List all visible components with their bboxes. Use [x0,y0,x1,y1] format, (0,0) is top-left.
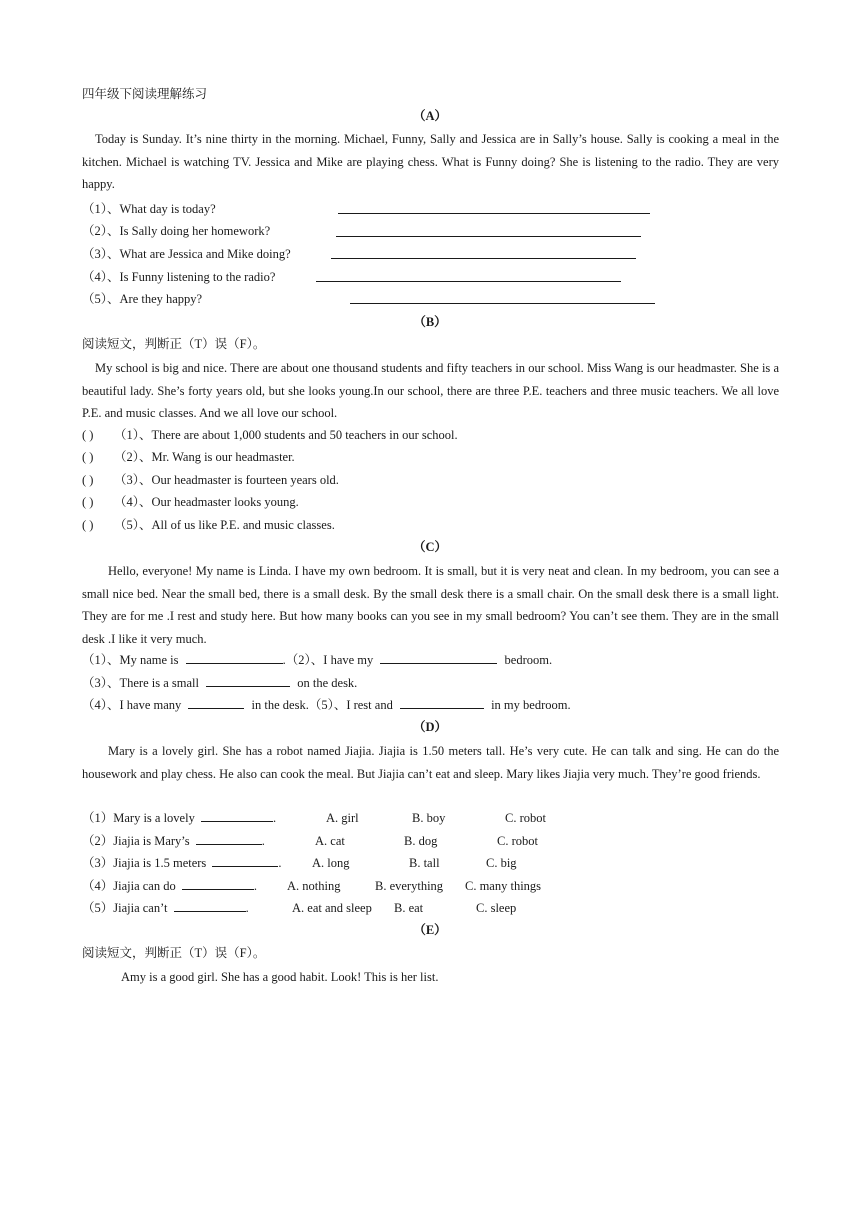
question-text: .（2）、I have my [282,653,374,667]
tf-answer-paren[interactable]: ( ) [82,428,94,442]
question-text: on the desk. [297,676,358,690]
mc-option-a[interactable]: A. cat [315,834,345,848]
mc-stem: （3）Jiajia is 1.5 meters [82,856,207,870]
mc-option-c[interactable]: C. big [486,856,517,870]
tf-answer-paren[interactable]: ( ) [82,473,94,487]
blank[interactable] [188,697,244,709]
blank[interactable] [206,675,290,687]
blank[interactable] [212,855,278,867]
section-a-heading: （A） [412,109,448,123]
answer-line[interactable] [331,258,636,259]
mc-option-c[interactable]: C. robot [505,811,546,825]
section-b-instruction: 阅读短文，判断正（T）误（F）。 [82,337,266,351]
mc-option-c[interactable]: C. sleep [476,901,517,915]
answer-line[interactable] [336,236,641,237]
mc-question [82,900,249,916]
question-text: （1）、My name is [82,653,179,667]
mc-stem-end: . [245,901,249,915]
section-b-heading: （B） [413,315,447,329]
section-c-question-row [82,652,552,668]
section-a-question: （4）、Is Funny listening to the radio? [82,270,276,284]
answer-line[interactable] [338,213,650,214]
tf-answer-paren[interactable]: ( ) [82,495,94,509]
section-c-passage: Hello, everyone! My name is Linda. I have my own bedroom. It is small, but it is very neat and clean. In my bedroom, you can see a small nice bed. Near the small bed, there is a small desk. By the small desk there is a small chair. On the small desk there is a small light. They are for me .I rest and study here. But how many books can you see in my small bedroom? You can’t see them. They are in the small desk .I like it very much. [82,564,779,647]
mc-option-a[interactable]: A. girl [326,811,359,825]
section-a-question: （5）、Are they happy? [82,292,203,306]
section-a-question: （1）、What day is today? [82,202,216,216]
section-d-heading: （D） [412,720,448,734]
mc-stem: （1）Mary is a lovely [82,811,195,825]
tf-answer-paren[interactable]: ( ) [82,450,94,464]
section-e-instruction: 阅读短文，判断正（T）误（F）。 [82,946,266,960]
blank[interactable] [196,833,262,845]
mc-option-c[interactable]: C. robot [497,834,538,848]
mc-stem-end: . [253,879,257,893]
mc-option-a[interactable]: A. long [312,856,350,870]
mc-question [82,855,282,871]
mc-question [82,833,265,849]
blank[interactable] [380,652,497,664]
tf-statement: （5）、All of us like P.E. and music classes. [114,518,335,532]
mc-stem-end: . [278,856,282,870]
mc-option-a[interactable]: A. eat and sleep [292,901,372,915]
tf-statement: （1）、There are about 1,000 students and 50 teachers in our school. [114,428,458,442]
blank[interactable] [186,652,283,664]
mc-option-b[interactable]: B. eat [394,901,424,915]
mc-option-c[interactable]: C. many things [465,879,542,893]
section-a-passage: Today is Sunday. It’s nine thirty in the morning. Michael, Funny, Sally and Jessica are in Sally’s house. Sally is cooking a meal in the kitchen. Michael is watching TV. Jessica and Mike are playing chess. What is Funny doing? She is listening to the radio. They are very happy. [82,132,779,192]
section-c-question-row [82,697,571,713]
mc-question [82,810,276,826]
section-c-heading: （C） [412,540,448,554]
blank[interactable] [201,810,273,822]
tf-answer-paren[interactable]: ( ) [82,518,94,532]
mc-stem-end: . [272,811,277,825]
page-title: 四年级下阅读理解练习 [82,87,208,101]
section-e-heading: （E） [413,923,447,937]
question-text: （4）、I have many [82,698,182,712]
question-text: （3）、There is a small [82,676,199,690]
mc-stem: （5）Jiajia can’t [82,901,168,915]
section-c-question-row [82,675,357,691]
mc-option-b[interactable]: B. everything [375,879,444,893]
mc-option-b[interactable]: B. boy [412,811,446,825]
mc-option-b[interactable]: B. tall [409,856,440,870]
question-text: bedroom. [504,653,553,667]
mc-question [82,878,257,894]
section-a-question: （2）、Is Sally doing her homework? [82,224,271,238]
tf-statement: （2）、Mr. Wang is our headmaster. [114,450,295,464]
tf-statement: （3）、Our headmaster is fourteen years old. [114,473,339,487]
mc-option-b[interactable]: B. dog [404,834,438,848]
tf-statement: （4）、Our headmaster looks young. [114,495,299,509]
blank[interactable] [182,878,254,890]
question-text: in my bedroom. [491,698,571,712]
blank[interactable] [400,697,484,709]
answer-line[interactable] [350,303,655,304]
question-text: in the desk.（5）、I rest and [251,698,393,712]
section-a-question: （3）、What are Jessica and Mike doing? [82,247,291,261]
mc-stem: （4）Jiajia can do [82,879,176,893]
blank[interactable] [174,900,246,912]
mc-stem: （2）Jiajia is Mary’s [82,834,190,848]
section-b-passage: My school is big and nice. There are about one thousand students and fifty teachers in our school. Miss Wang is our headmaster. She is a beautiful lady. She’s forty years old, but she looks young.In our school, there are three P.E. teachers and three music teachers. We all love P.E. and music classes. And we all love our school. [82,361,779,421]
mc-option-a[interactable]: A. nothing [287,879,341,893]
mc-stem-end: . [261,834,265,848]
section-e-passage: Amy is a good girl. She has a good habit. Look! This is her list. [121,970,439,984]
answer-line[interactable] [316,281,621,282]
section-d-passage: Mary is a lovely girl. She has a robot named Jiajia. Jiajia is 1.50 meters tall. He’s very cute. He can talk and sing. He can do the housework and play chess. He also can cook the meal. But Jiajia can’t eat and sleep. Mary likes Jiajia very much. They’re good friends. [82,744,779,781]
